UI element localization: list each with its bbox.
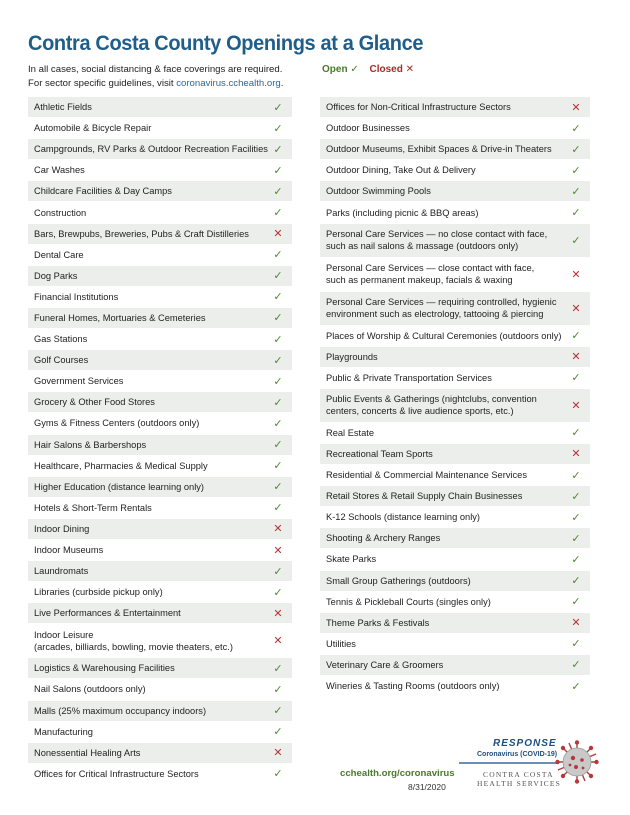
open-check-icon: ✓ xyxy=(273,460,283,473)
open-check-icon: ✓ xyxy=(273,683,283,696)
sector-name-line-1: Athletic Fields xyxy=(34,102,92,113)
sector-row xyxy=(320,528,590,549)
sector-row xyxy=(320,676,590,697)
sector-name-line-1: Outdoor Dining, Take Out & Delivery xyxy=(326,165,476,176)
sector-name-line-1: Residential & Commercial Maintenance Services xyxy=(326,470,527,481)
closed-x-icon: ✕ xyxy=(273,635,283,648)
sector-row xyxy=(28,139,292,160)
sector-name xyxy=(34,101,270,113)
sector-name-line-1: Libraries (curbside pickup only) xyxy=(34,587,163,598)
sector-name xyxy=(34,705,270,717)
sector-name xyxy=(34,565,270,577)
sector-name xyxy=(34,249,270,261)
sector-row xyxy=(320,139,590,160)
sector-name xyxy=(326,330,568,342)
sector-name xyxy=(34,662,270,674)
sector-name-line-1: Parks (including picnic & BBQ areas) xyxy=(326,207,479,218)
sector-name xyxy=(34,502,270,514)
right-sector-list xyxy=(320,97,590,697)
open-check-icon: ✓ xyxy=(273,312,283,325)
sector-name-line-1: Financial Institutions xyxy=(34,291,119,302)
sector-name-line-1: Outdoor Swimming Pools xyxy=(326,186,431,197)
sector-name xyxy=(326,638,568,650)
sector-name xyxy=(326,469,568,481)
sector-name xyxy=(34,417,270,429)
intro-line-2 xyxy=(28,77,283,91)
sector-name-line-1: Construction xyxy=(34,207,87,218)
sector-name xyxy=(34,481,270,493)
sector-name-line-1: Shooting & Archery Ranges xyxy=(326,533,441,544)
sector-row xyxy=(320,326,590,347)
sector-name xyxy=(34,122,270,134)
sector-row xyxy=(28,350,292,371)
sector-row xyxy=(28,519,292,540)
sector-row xyxy=(28,456,292,477)
open-check-icon: ✓ xyxy=(571,330,581,343)
sector-name xyxy=(34,586,270,598)
sector-name xyxy=(326,553,568,565)
sector-name xyxy=(326,143,568,155)
sector-name xyxy=(326,372,568,384)
sector-name-line-1: Public & Private Transportation Services xyxy=(326,372,492,383)
closed-x-icon: ✕ xyxy=(273,523,283,536)
sector-name xyxy=(326,207,568,219)
sector-name-line-1: Retail Stores & Retail Supply Chain Businesses xyxy=(326,491,523,502)
legend-closed: Closed ✕ xyxy=(369,64,414,75)
logo-divider xyxy=(459,762,559,764)
sector-name-line-1: Personal Care Services — close contact with face, xyxy=(326,263,535,274)
sector-name xyxy=(34,726,270,738)
sector-name xyxy=(326,659,568,671)
sector-name-line-1: Dental Care xyxy=(34,249,84,260)
logo-response: RESPONSE xyxy=(493,738,557,749)
sector-row xyxy=(320,592,590,613)
open-check-icon: ✓ xyxy=(273,270,283,283)
open-check-icon: ✓ xyxy=(273,768,283,781)
sector-name-line-1: Dog Parks xyxy=(34,270,78,281)
sector-name-line-1: Car Washes xyxy=(34,165,85,176)
sector-name xyxy=(34,354,270,366)
footer-date: 8/31/2020 xyxy=(408,782,446,792)
intro-line-1: In all cases, social distancing & face coverings are required. xyxy=(28,64,283,75)
sector-name-line-1: Indoor Leisure xyxy=(34,629,94,640)
open-check-icon: ✓ xyxy=(571,680,581,693)
sector-name xyxy=(326,490,568,502)
sector-name-line-1: Offices for Non-Critical Infrastructure Sectors xyxy=(326,102,511,113)
sector-row xyxy=(320,118,590,139)
sector-row xyxy=(320,97,590,118)
closed-x-icon: ✕ xyxy=(273,607,283,620)
sector-name xyxy=(34,312,270,324)
sector-name-line-1: Nonessential Healing Arts xyxy=(34,747,141,758)
open-check-icon: ✓ xyxy=(273,586,283,599)
sector-name xyxy=(326,427,568,439)
footer-url[interactable]: cchealth.org/coronavirus xyxy=(340,768,455,779)
open-check-icon: ✓ xyxy=(273,143,283,156)
sector-row xyxy=(28,540,292,561)
sector-row xyxy=(28,371,292,392)
sector-name-line-1: Public Events & Gatherings (nightclubs, convention xyxy=(326,394,537,405)
sector-row xyxy=(320,571,590,592)
sector-name xyxy=(326,262,568,286)
sector-name xyxy=(34,439,270,451)
sector-row xyxy=(28,722,292,743)
sector-row xyxy=(28,266,292,287)
sector-name-line-1: Higher Education (distance learning only) xyxy=(34,481,205,492)
sector-name-line-1: Tennis & Pickleball Courts (singles only) xyxy=(326,596,491,607)
closed-x-icon: ✕ xyxy=(571,448,581,461)
open-check-icon: ✓ xyxy=(273,249,283,262)
sector-row xyxy=(28,658,292,679)
open-check-icon: ✓ xyxy=(273,565,283,578)
open-check-icon: ✓ xyxy=(571,207,581,220)
closed-x-icon: ✕ xyxy=(571,101,581,114)
sector-name-line-1: Gyms & Fitness Centers (outdoors only) xyxy=(34,418,200,429)
sector-name-line-1: Funeral Homes, Mortuaries & Cemeteries xyxy=(34,312,206,323)
sector-name xyxy=(326,185,568,197)
sector-name-line-2: such as permanent makeup, facials & waxing xyxy=(326,275,513,286)
open-check-icon: ✓ xyxy=(273,417,283,430)
intro-line-2-prefix: For sector specific guidelines, visit xyxy=(28,78,177,89)
sector-row xyxy=(320,258,590,292)
sector-name xyxy=(34,375,270,387)
sector-name-line-1: Wineries & Tasting Rooms (outdoors only) xyxy=(326,681,500,692)
open-check-icon: ✓ xyxy=(571,659,581,672)
sector-row xyxy=(28,743,292,764)
sector-row xyxy=(28,97,292,118)
sector-row xyxy=(320,181,590,202)
legend xyxy=(322,64,414,75)
sector-row xyxy=(28,287,292,308)
sector-name-line-1: Childcare Facilities & Day Camps xyxy=(34,186,172,197)
open-check-icon: ✓ xyxy=(273,207,283,220)
sector-name xyxy=(326,101,568,113)
open-check-icon: ✓ xyxy=(571,122,581,135)
sector-row xyxy=(28,329,292,350)
sector-row xyxy=(320,507,590,528)
closed-x-icon: ✕ xyxy=(273,544,283,557)
sector-name-line-1: Laundromats xyxy=(34,566,89,577)
sector-row xyxy=(320,634,590,655)
response-logo xyxy=(455,736,605,796)
sector-name-line-1: Gas Stations xyxy=(34,334,88,345)
open-check-icon: ✓ xyxy=(273,375,283,388)
open-check-icon: ✓ xyxy=(273,122,283,135)
coronavirus-icon xyxy=(555,740,599,784)
open-check-icon: ✓ xyxy=(571,234,581,247)
sector-name xyxy=(326,596,568,608)
sector-name-line-1: Offices for Critical Infrastructure Sectors xyxy=(34,768,199,779)
open-check-icon: ✓ xyxy=(571,596,581,609)
sector-row xyxy=(320,160,590,181)
sector-name xyxy=(34,143,270,155)
sector-name xyxy=(34,164,270,176)
sector-name xyxy=(326,122,568,134)
intro-line-2-suffix: . xyxy=(280,78,284,89)
closed-x-icon: ✕ xyxy=(273,747,283,760)
sector-row xyxy=(28,477,292,498)
open-check-icon: ✓ xyxy=(571,427,581,440)
logo-org-line1: CONTRA COSTA xyxy=(483,770,554,779)
sector-name-line-1: Places of Worship & Cultural Ceremonies (outdoors only) xyxy=(326,330,562,341)
sector-name xyxy=(326,296,568,320)
open-check-icon: ✓ xyxy=(571,164,581,177)
sector-name-line-1: Veterinary Care & Groomers xyxy=(326,659,444,670)
open-check-icon: ✓ xyxy=(273,333,283,346)
open-check-icon: ✓ xyxy=(273,185,283,198)
sector-row xyxy=(320,347,590,368)
sector-name xyxy=(34,768,270,780)
logo-org-line2: HEALTH SERVICES xyxy=(477,779,562,788)
open-check-icon: ✓ xyxy=(273,502,283,515)
sector-name-line-2: (arcades, billiards, bowling, movie theaters, etc.) xyxy=(34,641,233,652)
sector-name-line-1: Automobile & Bicycle Repair xyxy=(34,123,152,134)
sector-row xyxy=(28,561,292,582)
sector-row xyxy=(28,701,292,722)
open-check-icon: ✓ xyxy=(571,553,581,566)
sector-row xyxy=(320,224,590,258)
sector-row xyxy=(28,245,292,266)
sector-name-line-1: Real Estate xyxy=(326,427,375,438)
open-check-icon: ✓ xyxy=(273,481,283,494)
sector-name xyxy=(34,460,270,472)
sector-name xyxy=(326,393,568,417)
open-check-icon: ✓ xyxy=(273,101,283,114)
sector-name xyxy=(34,291,270,303)
sector-name-line-1: Indoor Museums xyxy=(34,545,104,556)
sector-name xyxy=(34,523,270,535)
sector-name-line-1: Golf Courses xyxy=(34,355,89,366)
sector-name xyxy=(34,333,270,345)
open-check-icon: ✓ xyxy=(571,490,581,503)
sector-row xyxy=(320,444,590,465)
sector-name-line-1: Outdoor Museums, Exhibit Spaces & Drive-in Theaters xyxy=(326,144,552,155)
sector-name-line-1: Campgrounds, RV Parks & Outdoor Recreation Facilities xyxy=(34,144,268,155)
sector-row xyxy=(320,465,590,486)
sector-name xyxy=(326,511,568,523)
closed-x-icon: ✕ xyxy=(571,351,581,364)
sector-row xyxy=(320,423,590,444)
open-check-icon: ✓ xyxy=(571,575,581,588)
sector-name-line-1: Nail Salons (outdoors only) xyxy=(34,684,146,695)
sector-name-line-1: Live Performances & Entertainment xyxy=(34,608,181,619)
sector-row xyxy=(320,655,590,676)
sector-name-line-2: centers, concerts & live audience sports, etc.) xyxy=(326,406,514,417)
open-check-icon: ✓ xyxy=(273,291,283,304)
sector-row xyxy=(320,613,590,634)
left-sector-list xyxy=(28,97,292,785)
sector-row xyxy=(28,435,292,456)
open-check-icon: ✓ xyxy=(273,662,283,675)
sector-name xyxy=(34,185,270,197)
sector-row xyxy=(28,679,292,700)
sector-name xyxy=(34,544,270,556)
sector-name-line-1: Personal Care Services — no close contact with face, xyxy=(326,229,548,240)
closed-x-icon: ✕ xyxy=(571,399,581,412)
sector-name-line-1: Small Group Gatherings (outdoors) xyxy=(326,575,471,586)
intro-text xyxy=(28,63,283,91)
open-check-icon: ✓ xyxy=(571,372,581,385)
open-check-icon: ✓ xyxy=(273,726,283,739)
sector-row xyxy=(28,582,292,603)
sector-row xyxy=(320,368,590,389)
sector-name xyxy=(34,228,270,240)
sector-name xyxy=(326,351,568,363)
open-check-icon: ✓ xyxy=(273,705,283,718)
sector-name-line-1: Personal Care Services — requiring controlled, hygienic xyxy=(326,297,557,308)
sector-name xyxy=(34,629,270,653)
sector-name-line-1: Grocery & Other Food Stores xyxy=(34,397,155,408)
sector-name-line-1: Malls (25% maximum occupancy indoors) xyxy=(34,705,207,716)
sector-row xyxy=(28,413,292,434)
open-check-icon: ✓ xyxy=(571,469,581,482)
open-check-icon: ✓ xyxy=(273,164,283,177)
guidelines-link[interactable]: coronavirus.cchealth.org xyxy=(176,78,281,89)
sector-name-line-2: environment such as electrology, tattooing & piercing xyxy=(326,309,544,320)
sector-name xyxy=(326,228,568,252)
sector-name-line-1: Recreational Team Sports xyxy=(326,448,433,459)
sector-name xyxy=(326,532,568,544)
sector-name xyxy=(326,617,568,629)
sector-name-line-1: Hotels & Short-Term Rentals xyxy=(34,502,152,513)
sector-name-line-1: Theme Parks & Festivals xyxy=(326,617,430,628)
sector-row xyxy=(320,549,590,570)
sector-name xyxy=(34,683,270,695)
sector-name-line-1: Hair Salons & Barbershops xyxy=(34,439,147,450)
open-check-icon: ✓ xyxy=(273,439,283,452)
sector-name-line-1: Outdoor Businesses xyxy=(326,123,410,134)
sector-row xyxy=(320,202,590,223)
sector-row xyxy=(28,202,292,223)
sector-name-line-1: Logistics & Warehousing Facilities xyxy=(34,663,175,674)
open-check-icon: ✓ xyxy=(273,396,283,409)
sector-name-line-1: Bars, Brewpubs, Breweries, Pubs & Craft Distilleries xyxy=(34,228,249,239)
sector-row xyxy=(320,486,590,507)
closed-x-icon: ✕ xyxy=(571,302,581,315)
sector-row xyxy=(28,603,292,624)
sector-name-line-1: Playgrounds xyxy=(326,351,378,362)
sector-name xyxy=(34,270,270,282)
sector-row xyxy=(320,389,590,423)
open-check-icon: ✓ xyxy=(273,354,283,367)
sector-name xyxy=(326,680,568,692)
sector-row xyxy=(28,224,292,245)
open-check-icon: ✓ xyxy=(571,143,581,156)
sector-name xyxy=(326,575,568,587)
sector-name-line-2: such as nail salons & massage (outdoors only) xyxy=(326,241,519,252)
open-check-icon: ✓ xyxy=(571,511,581,524)
sector-name xyxy=(34,747,270,759)
sector-name-line-1: Skate Parks xyxy=(326,554,377,565)
sector-name-line-1: Manufacturing xyxy=(34,726,93,737)
sector-name-line-1: Government Services xyxy=(34,376,124,387)
sector-row xyxy=(28,160,292,181)
sector-row xyxy=(28,392,292,413)
open-check-icon: ✓ xyxy=(571,638,581,651)
sector-name-line-1: Utilities xyxy=(326,638,356,649)
sector-name xyxy=(34,607,270,619)
logo-sub: Coronavirus (COVID-19) xyxy=(477,751,558,758)
sector-row xyxy=(28,764,292,785)
sector-name xyxy=(34,396,270,408)
sector-row xyxy=(28,498,292,519)
sector-row xyxy=(28,118,292,139)
closed-x-icon: ✕ xyxy=(571,268,581,281)
sector-name-line-1: K-12 Schools (distance learning only) xyxy=(326,512,480,523)
open-check-icon: ✓ xyxy=(571,532,581,545)
sector-name-line-1: Indoor Dining xyxy=(34,523,90,534)
sector-name-line-1: Healthcare, Pharmacies & Medical Supply xyxy=(34,460,208,471)
closed-x-icon: ✕ xyxy=(273,228,283,241)
closed-x-icon: ✕ xyxy=(571,617,581,630)
sector-row xyxy=(28,181,292,202)
sector-name xyxy=(326,448,568,460)
page-title: Contra Costa County Openings at a Glance xyxy=(28,31,424,55)
sector-row xyxy=(28,308,292,329)
sector-name xyxy=(326,164,568,176)
open-check-icon: ✓ xyxy=(571,185,581,198)
sector-row xyxy=(320,292,590,326)
sector-row xyxy=(28,624,292,658)
legend-open: Open ✓ xyxy=(322,64,359,75)
sector-name xyxy=(34,207,270,219)
